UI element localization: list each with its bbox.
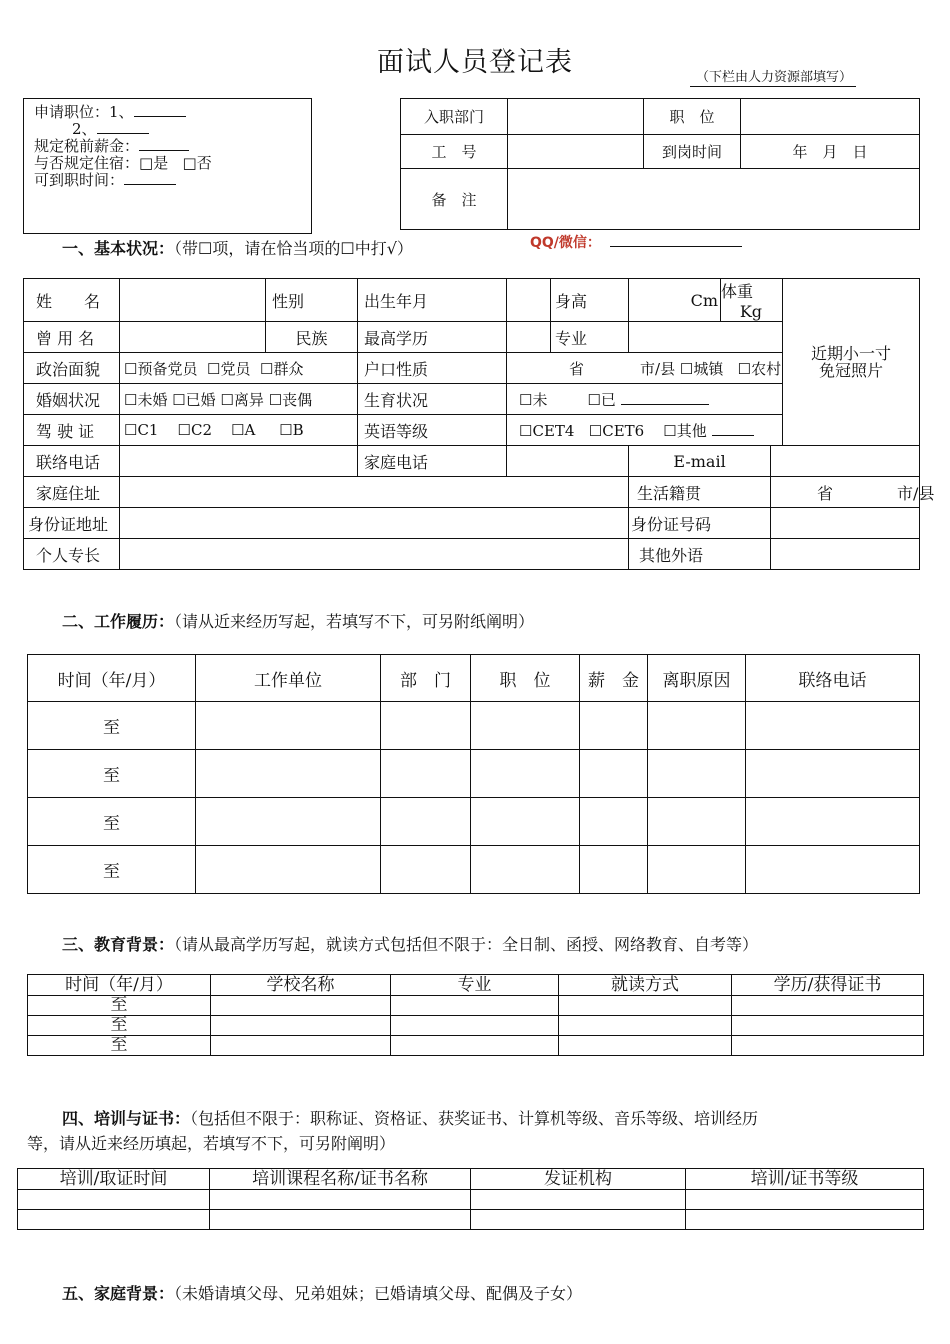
table-row (18, 1190, 924, 1210)
lodging-no-checkbox[interactable]: □否 (182, 154, 212, 172)
address-label: 家庭住址 (24, 477, 120, 508)
work-header-phone: 联络电话 (746, 655, 920, 702)
political-label: 政治面貌 (24, 353, 120, 384)
work-cell[interactable] (196, 702, 381, 750)
hr-report-date[interactable]: 年 月 日 (741, 135, 920, 169)
section4-note: （包括但不限于：职称证、资格证、获奖证书、计算机等级、音乐等级、培训经历 (190, 1109, 759, 1128)
skills-label: 个人专长 (24, 539, 120, 570)
work-cell[interactable] (381, 702, 471, 750)
hukou-city: 市/县 (640, 359, 676, 378)
english-cet4-checkbox[interactable]: ☐CET4 (519, 421, 575, 440)
languages-field[interactable] (771, 539, 920, 570)
license-label: 驾 驶 证 (24, 415, 120, 446)
birth-label: 出生年月 (358, 279, 507, 322)
skills-field[interactable] (120, 539, 629, 570)
section2-note: （请从近来经历写起，若填写不下，可另附纸阐明） (174, 612, 535, 631)
former-name-field[interactable] (120, 322, 266, 353)
edu-cell[interactable] (211, 1016, 391, 1036)
position-2-field[interactable] (97, 121, 149, 134)
hr-table (400, 98, 920, 230)
native-field[interactable] (771, 477, 935, 508)
position-label-2: 2、 (72, 120, 97, 138)
edu-time-field[interactable]: 至 (28, 1016, 211, 1036)
gender-label: 性别 (266, 279, 358, 322)
position-label: 申请职位：1、 (34, 103, 134, 121)
section2-title: 二、工作履历： (62, 612, 175, 631)
table-row (28, 750, 920, 798)
political-options (120, 353, 358, 384)
name-field[interactable] (120, 279, 266, 322)
native-province: 省 (817, 483, 834, 503)
section3-title: 三、教育背景： (62, 935, 175, 954)
work-time-field[interactable]: 至 (28, 702, 196, 750)
english-other-checkbox[interactable]: ☐其他 (663, 421, 707, 440)
work-cell[interactable] (648, 750, 746, 798)
section1-heading (62, 236, 413, 259)
hr-dept-field[interactable] (508, 99, 644, 135)
section4-heading (62, 1106, 758, 1129)
edu-header-school: 学校名称 (211, 975, 391, 996)
hukou-urban-checkbox[interactable]: ☐城镇 (679, 359, 724, 378)
section3-note: （请从最高学历写起，就读方式包括但不限于：全日制、函授、网络教育、自考等） (174, 935, 759, 954)
work-cell[interactable] (196, 750, 381, 798)
edu-header-major: 专业 (391, 975, 559, 996)
license-c2-checkbox[interactable]: ☐C2 (177, 421, 213, 439)
edu-cell[interactable] (211, 996, 391, 1016)
hukou-province: 省 (569, 359, 585, 378)
work-cell[interactable] (471, 702, 580, 750)
hukou-rural-checkbox[interactable]: ☐农村 (737, 359, 782, 378)
train-cell[interactable] (471, 1190, 686, 1210)
available-label: 可到职时间： (34, 171, 125, 189)
salary-label: 规定税前薪金： (34, 137, 140, 155)
edu-cell[interactable] (732, 1036, 924, 1056)
former-name-label: 曾 用 名 (24, 322, 120, 353)
work-cell[interactable] (648, 702, 746, 750)
edu-cell[interactable] (732, 1016, 924, 1036)
training-table (17, 1168, 924, 1230)
section4-title: 四、培训与证书： (62, 1109, 191, 1128)
edu-cell[interactable] (391, 1016, 559, 1036)
train-cell[interactable] (18, 1210, 210, 1230)
salary-field[interactable] (139, 138, 189, 151)
available-field[interactable] (124, 172, 176, 185)
basic-info-table (23, 278, 935, 570)
train-cell[interactable] (686, 1210, 924, 1230)
work-cell[interactable] (471, 750, 580, 798)
table-row (18, 1210, 924, 1230)
weight-label: 体重 (721, 282, 754, 301)
lodging-yes-checkbox[interactable]: □是 (139, 154, 169, 172)
languages-label: 其他外语 (629, 539, 771, 570)
work-cell[interactable] (580, 846, 648, 894)
native-city: 市/县 (897, 483, 935, 503)
work-cell[interactable] (580, 702, 648, 750)
table-row (28, 702, 920, 750)
available-row (34, 172, 301, 189)
political-prep-checkbox[interactable]: ☐预备党员 (124, 359, 198, 378)
hr-note: （下栏由人力资源部填写） (690, 66, 856, 87)
section1-title: 一、基本状况： (62, 239, 175, 258)
qq-label: QQ/微信： (530, 235, 601, 251)
work-header-position: 职 位 (471, 655, 580, 702)
edu-header-degree: 学历/获得证书 (732, 975, 924, 996)
id-number-field[interactable] (771, 508, 920, 539)
section5-title: 五、家庭背景： (62, 1284, 175, 1303)
edu-cell[interactable] (559, 1016, 732, 1036)
work-cell[interactable] (746, 750, 920, 798)
work-cell[interactable] (381, 798, 471, 846)
email-field[interactable] (771, 446, 920, 477)
work-header-time: 时间（年/月） (28, 655, 196, 702)
fertility-label: 生育状况 (358, 384, 507, 415)
work-time-field[interactable]: 至 (28, 750, 196, 798)
birth-field[interactable] (507, 279, 551, 322)
section1-note: （带☐项，请在恰当项的☐中打√） (174, 239, 413, 258)
work-cell[interactable] (648, 846, 746, 894)
id-address-field[interactable] (120, 508, 629, 539)
ethnic-label: 民族 (266, 322, 358, 353)
work-cell[interactable] (381, 846, 471, 894)
height-cm[interactable]: Cm (629, 279, 721, 322)
education-field[interactable] (507, 322, 551, 353)
work-cell[interactable] (746, 702, 920, 750)
work-header-salary: 薪 金 (580, 655, 648, 702)
license-b-checkbox[interactable]: ☐B (279, 421, 304, 439)
political-member-checkbox[interactable]: ☐党员 (207, 359, 251, 378)
edu-cell[interactable] (391, 996, 559, 1016)
train-cell[interactable] (18, 1190, 210, 1210)
edu-header-mode: 就读方式 (559, 975, 732, 996)
hr-position-field[interactable] (741, 99, 920, 135)
license-options (120, 415, 358, 446)
photo-label: 近期小一寸 (811, 344, 892, 363)
work-cell[interactable] (648, 798, 746, 846)
position-row-2 (34, 121, 301, 138)
position-row (34, 104, 301, 121)
id-number-label: 身份证号码 (629, 508, 771, 539)
work-cell[interactable] (196, 846, 381, 894)
native-label: 生活籍贯 (629, 477, 771, 508)
train-cell[interactable] (210, 1210, 471, 1230)
edu-cell[interactable] (559, 1036, 732, 1056)
lodging-label: 与否规定住宿： (34, 154, 140, 172)
id-address-label: 身份证地址 (24, 508, 120, 539)
license-c1-checkbox[interactable]: ☐C1 (124, 421, 159, 439)
page-title: 面试人员登记表 (377, 47, 573, 78)
home-phone-field[interactable] (507, 446, 629, 477)
section3-heading (62, 932, 758, 955)
work-time-field[interactable]: 至 (28, 846, 196, 894)
table-row (28, 798, 920, 846)
work-cell[interactable] (381, 750, 471, 798)
address-field[interactable] (120, 477, 629, 508)
marital-single-checkbox[interactable]: ☐未婚 (124, 390, 168, 409)
edu-cell[interactable] (559, 996, 732, 1016)
qq-field[interactable] (610, 246, 742, 247)
hr-dept-label: 入职部门 (401, 99, 508, 135)
train-cell[interactable] (210, 1190, 471, 1210)
english-cet6-checkbox[interactable]: ☐CET6 (588, 421, 645, 440)
work-header-reason: 离职原因 (648, 655, 746, 702)
train-header-issuer: 发证机构 (471, 1169, 686, 1190)
work-cell[interactable] (746, 846, 920, 894)
major-label: 专业 (551, 322, 629, 353)
political-mass-checkbox[interactable]: ☐群众 (260, 359, 304, 378)
work-cell[interactable] (580, 798, 648, 846)
hr-staffno-field[interactable] (508, 135, 644, 169)
work-header-dept: 部 门 (381, 655, 471, 702)
hr-staffno-label: 工 号 (401, 135, 508, 169)
work-cell[interactable] (471, 846, 580, 894)
marital-married-checkbox[interactable]: ☐已婚 (172, 390, 216, 409)
position-1-field[interactable] (134, 104, 186, 117)
marital-widowed-checkbox[interactable]: ☐丧偶 (268, 390, 313, 409)
fertility-yes-field[interactable] (621, 392, 709, 405)
work-cell[interactable] (471, 798, 580, 846)
section2-heading (62, 609, 534, 632)
salary-row (34, 138, 301, 155)
work-header-company: 工作单位 (196, 655, 381, 702)
work-history-table (27, 654, 920, 894)
edu-time-field[interactable]: 至 (28, 1036, 211, 1056)
marital-divorced-checkbox[interactable]: ☐离异 (220, 390, 264, 409)
english-label: 英语等级 (358, 415, 507, 446)
hr-position-label: 职 位 (644, 99, 741, 135)
weight-cell[interactable] (721, 279, 783, 322)
edu-cell[interactable] (732, 996, 924, 1016)
home-phone-label: 家庭电话 (358, 446, 507, 477)
major-field[interactable] (629, 322, 783, 353)
work-cell[interactable] (746, 798, 920, 846)
photo-label-2: 免冠照片 (819, 361, 884, 380)
lodging-row (34, 155, 301, 172)
work-cell[interactable] (196, 798, 381, 846)
table-row (28, 1016, 924, 1036)
train-header-course: 培训课程名称/证书名称 (210, 1169, 471, 1190)
height-label: 身高 (551, 279, 629, 322)
fertility-options (507, 384, 920, 415)
phone-field[interactable] (120, 446, 358, 477)
name-label: 姓 名 (24, 279, 120, 322)
edu-time-field[interactable]: 至 (28, 996, 211, 1016)
email-label: E-mail (629, 446, 771, 477)
weight-kg: Kg (739, 302, 763, 321)
hukou-label: 户口性质 (358, 353, 507, 384)
train-cell[interactable] (686, 1190, 924, 1210)
table-row (28, 846, 920, 894)
marital-label: 婚姻状况 (24, 384, 120, 415)
license-a-checkbox[interactable]: ☐A (231, 421, 256, 439)
hr-report-label: 到岗时间 (644, 135, 741, 169)
edu-header-time: 时间（年/月） (28, 975, 211, 996)
section5-note: （未婚请填父母、兄弟姐妹；已婚请填父母、配偶及子女） (174, 1284, 583, 1303)
education-table (27, 974, 924, 1056)
fertility-yes-checkbox[interactable]: ☐已 (587, 390, 616, 409)
english-options (507, 415, 920, 446)
work-cell[interactable] (580, 750, 648, 798)
edu-cell[interactable] (211, 1036, 391, 1056)
marital-options (120, 384, 358, 415)
table-row (28, 996, 924, 1016)
english-other-field[interactable] (712, 423, 754, 436)
table-row (28, 1036, 924, 1056)
fertility-no-checkbox[interactable]: ☐未 (519, 390, 548, 409)
hr-remark-label: 备 注 (401, 169, 508, 230)
edu-cell[interactable] (391, 1036, 559, 1056)
train-header-time: 培训/取证时间 (18, 1169, 210, 1190)
section4-note-2: 等，请从近来经历填起，若填写不下，可另附阐明） (27, 1134, 396, 1153)
train-cell[interactable] (471, 1210, 686, 1230)
hr-remark-field[interactable] (508, 169, 920, 230)
education-label: 最高学历 (358, 322, 507, 353)
phone-label: 联络电话 (24, 446, 120, 477)
application-box (23, 98, 312, 234)
train-header-level: 培训/证书等级 (686, 1169, 924, 1190)
section5-heading (62, 1281, 582, 1304)
work-time-field[interactable]: 至 (28, 798, 196, 846)
